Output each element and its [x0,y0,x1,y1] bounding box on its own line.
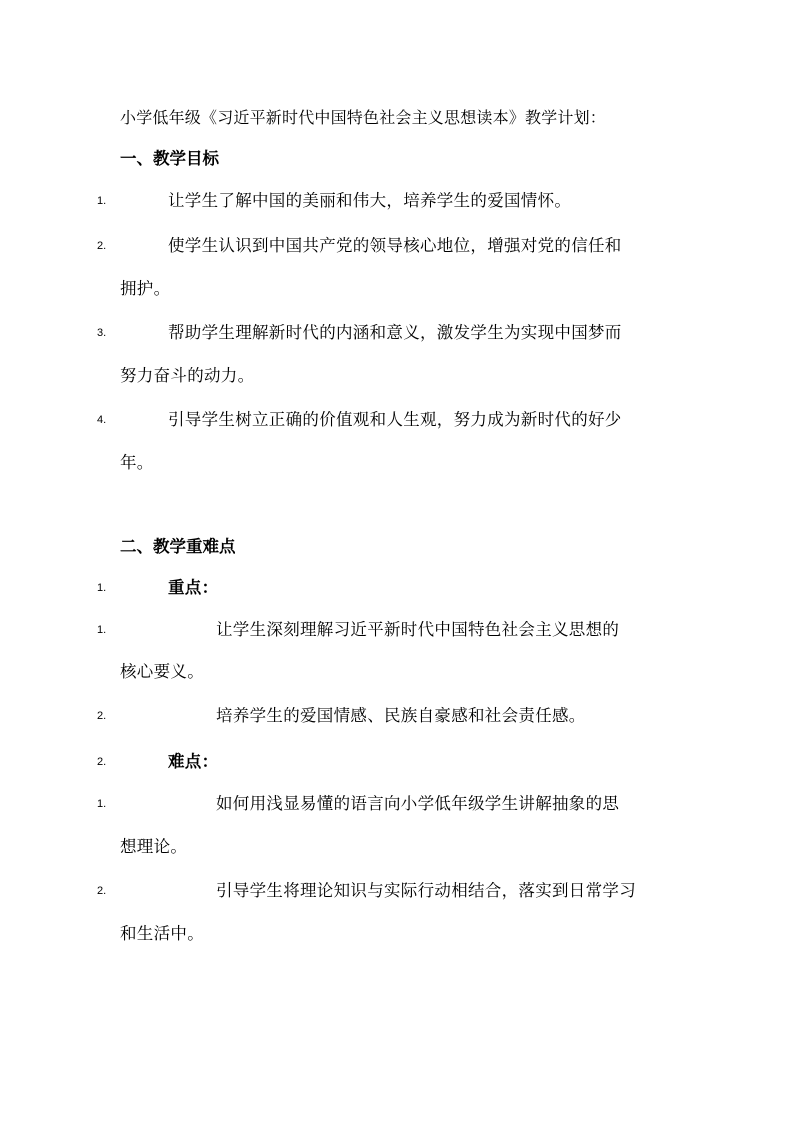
list-number: 2. [97,710,107,722]
list-number: 1. [97,582,107,594]
list-number: 2. [97,885,107,897]
list-item-text: 让学生深刻理解习近平新时代中国特色社会主义思想的 [216,620,620,639]
list-number: 1. [97,798,107,810]
section-heading-objectives: 一、教学目标 [120,149,219,168]
document-title: 小学低年级《习近平新时代中国特色社会主义思想读本》教学计划： [120,108,607,127]
list-item-text: 帮助学生理解新时代的内涵和意义，激发学生为实现中国梦而 [168,323,622,342]
list-number: 1. [97,195,107,207]
list-item-text-continued: 和生活中。 [120,924,204,943]
list-item-text: 使学生认识到中国共产党的领导核心地位，增强对党的信任和 [168,236,622,255]
list-item-text: 如何用浅显易懂的语言向小学低年级学生讲解抽象的思 [216,794,620,813]
section-heading-key-points: 二、教学重难点 [120,537,236,556]
list-number: 1. [97,624,107,636]
list-item-text: 引导学生将理论知识与实际行动相结合，落实到日常学习 [216,881,636,900]
sub-heading-label: 重点： [168,578,219,597]
list-number: 2. [97,240,107,252]
list-number: 2. [97,756,107,768]
list-item-text: 引导学生树立正确的价值观和人生观，努力成为新时代的好少 [168,410,622,429]
list-item-text-continued: 年。 [120,453,154,472]
list-item-text-continued: 核心要义。 [120,662,204,681]
list-number: 3. [97,327,107,339]
list-item-text-continued: 拥护。 [120,279,171,298]
list-number: 4. [97,414,107,426]
list-item-text: 培养学生的爱国情感、民族自豪感和社会责任感。 [216,706,586,725]
sub-heading-label: 难点： [168,752,219,771]
list-item-text-continued: 想理论。 [120,837,188,856]
list-item-text: 让学生了解中国的美丽和伟大，培养学生的爱国情怀。 [168,191,572,210]
list-item-text-continued: 努力奋斗的动力。 [120,366,255,385]
